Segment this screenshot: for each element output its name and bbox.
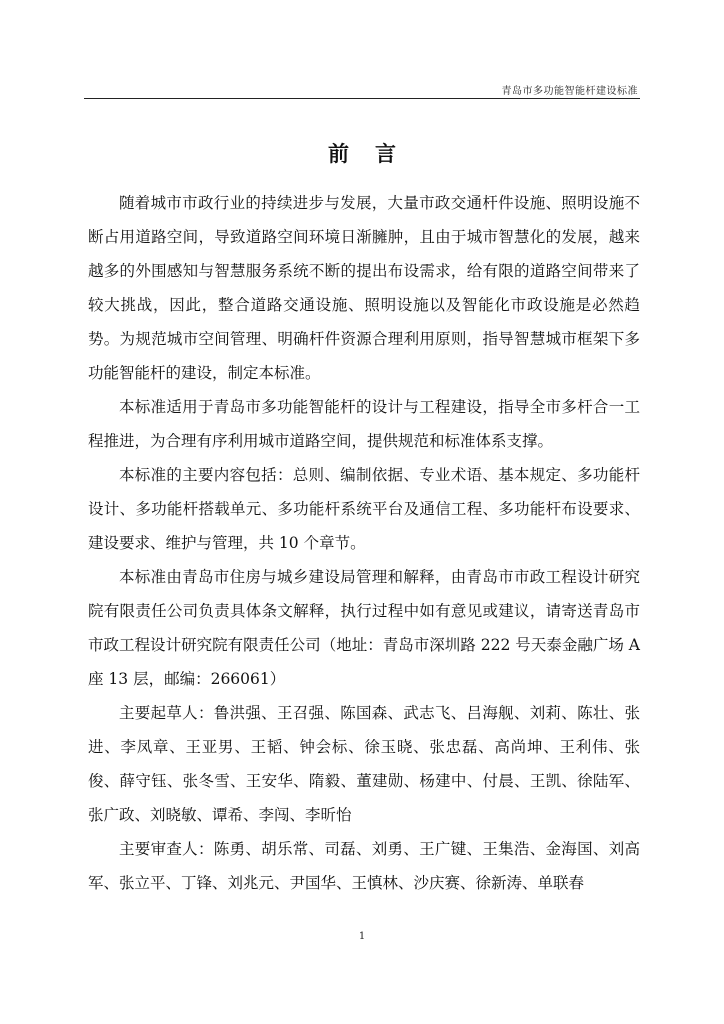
- page-title: 前言: [328, 141, 422, 166]
- paragraph-contents: 本标准的主要内容包括：总则、编制依据、专业术语、基本规定、多功能杆设计、多功能杆搭载单元、多功能杆系统平台及通信工程、多功能杆布设要求、建设要求、维护与管理，共 10 个章节。: [88, 466, 640, 552]
- header-divider: [84, 98, 640, 99]
- document-body: [88, 186, 640, 900]
- page-number: 1: [358, 931, 366, 942]
- paragraph-drafters: 主要起草人：鲁洪强、王召强、陈国森、武志飞、吕海舰、刘莉、陈壮、张进、李凤章、王亚男、王韬、钟会标、徐玉晓、张忠磊、高尚坤、王利伟、张俊、薛守钰、张冬雪、王安华、隋毅、董建勋、杨建中、付晨、王凯、徐陆军、张广政、刘晓敏、谭希、李闯、李昕怡: [88, 704, 640, 824]
- running-header: 青岛市多功能智能杆建设标准: [501, 86, 638, 97]
- paragraph-reviewers: 主要审查人：陈勇、胡乐常、司磊、刘勇、王广键、王集浩、金海国、刘高军、张立平、丁锋、刘兆元、尹国华、王慎林、沙庆赛、徐新涛、单联春: [88, 840, 640, 892]
- paragraph-management: 本标准由青岛市住房与城乡建设局管理和解释，由青岛市市政工程设计研究院有限责任公司负责具体条文解释，执行过程中如有意见或建议，请寄送青岛市市政工程设计研究院有限责任公司（地址：青岛市深圳路 222 号天泰金融广场 A 座 13 层，邮编：266061）: [88, 568, 640, 688]
- paragraph-background: 随着城市市政行业的持续进步与发展，大量市政交通杆件设施、照明设施不断占用道路空间，导致道路空间环境日渐臃肿，且由于城市智慧化的发展，越来越多的外围感知与智慧服务系统不断的提出布设需求，给有限的道路空间带来了较大挑战，因此，整合道路交通设施、照明设施以及智能化市政设施是必然趋势。为规范城市空间管理、明确杆件资源合理利用原则，指导智慧城市框架下多功能智能杆的建设，制定本标准。: [88, 194, 640, 382]
- paragraph-scope: 本标准适用于青岛市多功能智能杆的设计与工程建设，指导全市多杆合一工程推进，为合理有序利用城市道路空间，提供规范和标准体系支撑。: [88, 398, 640, 450]
